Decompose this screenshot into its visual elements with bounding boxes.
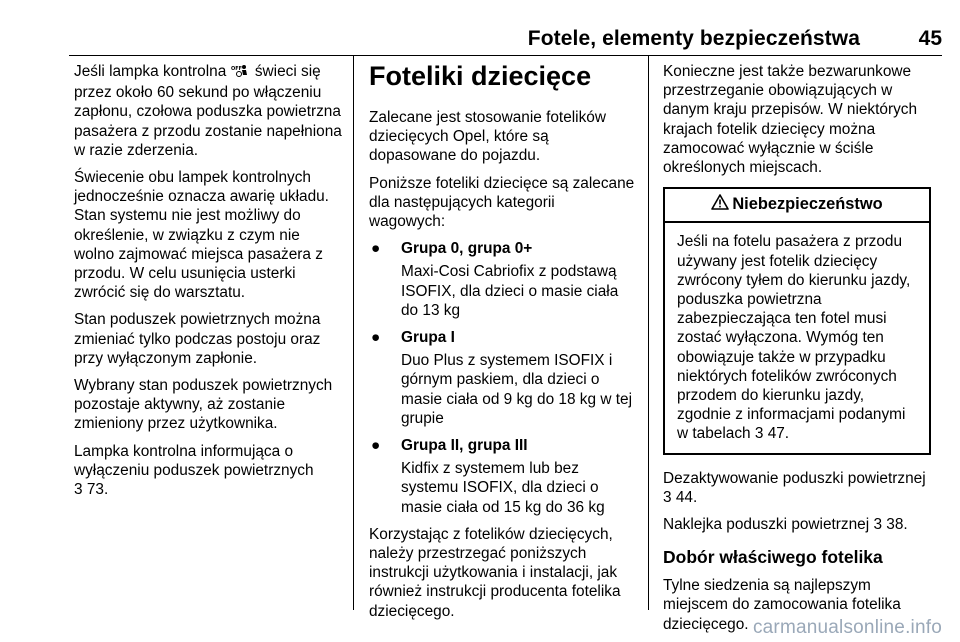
paragraph: Dezaktywowanie poduszki powietrznej 3 44. [663, 469, 926, 506]
paragraph: Świecenie obu lampek kontrolnych jednocześnie oznacza awarię układu. Stan systemu nie jest możliwy do określenie, w związku z czym nie wolno zajmować miejsca pasażera z przodu. W celu usunięcia usterki zwrócić się do warsztatu. [74, 169, 329, 302]
warning-triangle-icon [711, 194, 729, 215]
list-item-text: Kidfix z systemem lub bez systemu ISOFIX, dla dzieci o masie ciała od 15 kg do 36 kg [401, 460, 605, 516]
section-heading: Foteliki dziecięce [369, 61, 592, 91]
page-header [0, 0, 960, 56]
list-item [369, 328, 635, 428]
list-item-text: Duo Plus z systemem ISOFIX i górnym paskiem, dla dzieci o masie ciała od 9 kg do 18 kg w tej grupie [401, 352, 632, 427]
column-middle [369, 60, 635, 629]
list-item [369, 239, 635, 320]
page-number: 45 [918, 27, 942, 50]
subsection-heading: Dobór właściwego fotelika [663, 547, 883, 568]
page-reference-link[interactable]: 3 73. [74, 481, 109, 499]
column-left [74, 62, 344, 507]
paragraph: Zalecane jest stosowanie fotelików dziecięcych Opel, które są dopasowane do pojazdu. [369, 109, 606, 165]
list-item-title: Grupa I [401, 329, 455, 347]
column-divider-2 [648, 56, 649, 610]
warning-text: Jeśli na fotelu pasażera z przodu używany jest fotelik dziecięcy zwrócony tyłem do kierunku jazdy, poduszka powietrzna zabezpieczająca ten fotel musi zostać wyłączona. Wymóg ten obowiązuje także w przypadku niektórych fotelików zwróconych przodem do kierunku jazdy, zgodnie z informacjami podanymi w tabelach 3 47. [677, 233, 911, 443]
bullet-icon: ● [371, 437, 381, 455]
warning-title: Niebezpieczeństwo [732, 195, 883, 214]
paragraph: Wybrany stan poduszek powietrznych pozostaje aktywny, aż zostanie zmieniony przez użytkownika. [74, 377, 333, 433]
list-item-text: Maxi-Cosi Cabriofix z podstawą ISOFIX, dla dzieci o masie ciała do 13 kg [401, 263, 619, 319]
column-divider-1 [353, 56, 354, 610]
bullet-icon: ● [371, 240, 381, 258]
svg-text:OFF: OFF [230, 66, 242, 72]
page-title: Fotele, elementy bezpieczeństwa [527, 27, 860, 50]
list-item [369, 436, 635, 517]
paragraph: Korzystając z fotelików dziecięcych, należy przestrzegać poniższych instrukcji użytkowania i instalacji, jak również instrukcji producenta fotelika dziecięcego. [369, 525, 621, 620]
bullet-icon: ● [371, 329, 381, 347]
warning-header [665, 189, 929, 223]
paragraph: Lampka kontrolna informująca o wyłączeniu poduszek powietrznych 3 73. [74, 442, 314, 499]
paragraph: Konieczne jest także bezwarunkowe przestrzeganie obowiązujących w danym kraju przepisów. W niektórych krajach fotelik dziecięcy można zamocować wyłącznie w ściśle określonych miejscach. [663, 63, 918, 177]
paragraph: Naklejka poduszki powietrznej 3 38. [663, 516, 908, 534]
column-right [663, 62, 931, 642]
list-item-title: Grupa 0, grupa 0+ [401, 240, 533, 258]
warning-box [663, 187, 931, 454]
list-item-title: Grupa II, grupa III [401, 437, 528, 455]
paragraph: Poniższe foteliki dziecięce są zalecane dla następujących kategorii wagowych: [369, 174, 635, 231]
header-divider [69, 55, 942, 56]
paragraph: Tylne siedzenia są najlepszym miejscem do zamocowania fotelika dziecięcego. [663, 577, 901, 633]
watermark: carmanualsonline.info [752, 617, 942, 638]
paragraph: Jeśli lampka kontrolna OFF świeci się przez około 60 sekund po włączeniu zapłonu, czołowa poduszka powietrzna pasażera z przodu zostanie napełniona w razie zderzenia. [74, 63, 342, 159]
airbag-off-indicator-icon [231, 64, 251, 83]
paragraph: Stan poduszek powietrznych można zmieniać tylko podczas postoju oraz przy wyłączonym zapłonie. [74, 311, 321, 367]
